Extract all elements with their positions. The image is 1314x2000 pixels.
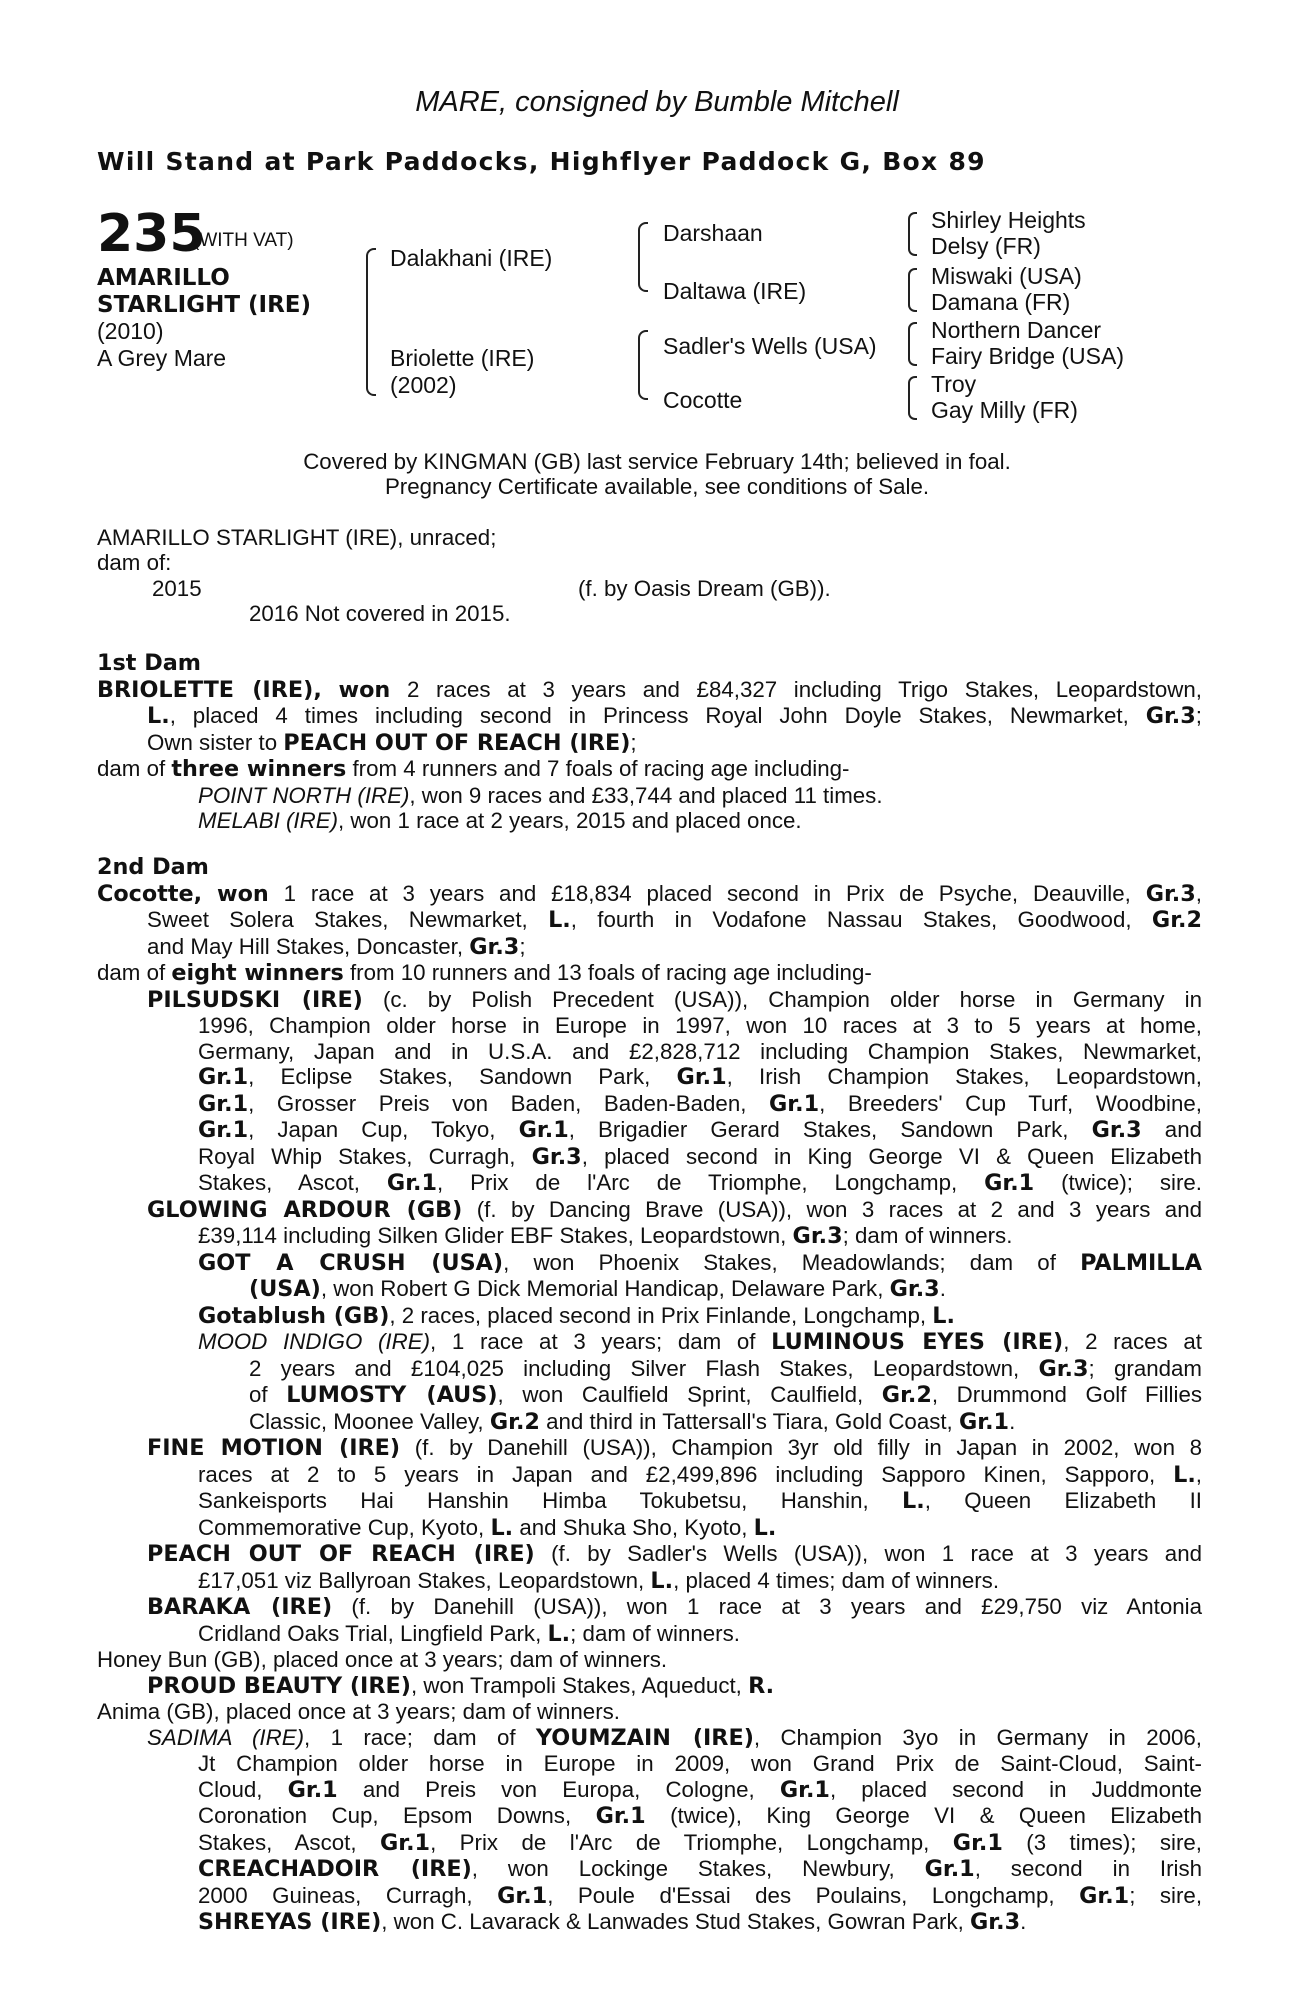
covered-line1: Covered by KINGMAN (GB) last service February 14th; believed in foal. (303, 449, 1011, 474)
pedigree-brace-3c (908, 322, 917, 366)
pilsudski-line6 (97, 1117, 1202, 1144)
text: , 1 race at 3 years; dam of (430, 1329, 772, 1354)
mood-line1 (97, 1329, 1202, 1356)
group-mark: Gr.1 (952, 1829, 1003, 1856)
lot-number: 235 (97, 204, 206, 264)
group-mark: Gr.3 (792, 1223, 843, 1249)
produce-line1: AMARILLO STARLIGHT (IRE), unraced; (97, 525, 497, 550)
sadima-line5 (97, 1830, 1202, 1857)
horse-name: MOOD INDIGO (IRE) (198, 1329, 431, 1354)
text: Own sister to (147, 729, 284, 755)
text: and May Hill Stakes, Doncaster, (147, 933, 470, 959)
text: Germany, Japan and in U.S.A. and £2,828,712 including Champion Stakes, Newmarket, (198, 1038, 1202, 1064)
horse-description: A Grey Mare (97, 345, 227, 371)
text: Stakes, Ascot, (198, 1829, 380, 1855)
text: (3 times); sire, (1002, 1829, 1202, 1855)
text: , second in Irish (974, 1856, 1203, 1881)
ds-dam: Fairy Bridge (USA) (931, 343, 1124, 369)
anima-line (97, 1699, 1202, 1725)
mood-line3 (97, 1382, 1202, 1409)
text: of (249, 1382, 287, 1407)
ds-sire: Northern Dancer (931, 317, 1102, 343)
sadima-line8 (97, 1909, 1202, 1936)
group-mark: Gr.1 (595, 1803, 646, 1829)
produce-year: 2015 (152, 576, 202, 601)
sadima-line2 (97, 1751, 1202, 1777)
pedigree-brace-3b (908, 268, 917, 312)
text: races at 2 to 5 years in Japan and £2,499,896 including Sapporo Kinen, Sapporo, (198, 1461, 1174, 1487)
text: Honey Bun (GB), placed once at 3 years; dam of winners. (97, 1647, 668, 1672)
winners-count: eight winners (171, 960, 344, 986)
sd-line3 (97, 934, 1202, 961)
horse-name: YOUMZAIN (IRE) (535, 1724, 754, 1751)
horse-name: LUMOSTY (AUS) (286, 1382, 498, 1408)
first-dam-produce2 (97, 808, 1202, 834)
second-dam-heading: 2nd Dam (97, 854, 209, 880)
horse-name: PEACH OUT OF REACH (IRE) (147, 1541, 535, 1567)
mood-line2 (97, 1356, 1202, 1383)
glowing-line1 (97, 1197, 1202, 1224)
text: dam of (97, 756, 172, 781)
produce-foal: (f. by Oasis Dream (GB)). (578, 576, 831, 601)
text: (twice), King George VI & Queen Elizabeth (645, 1803, 1202, 1828)
listed-mark: L. (548, 907, 571, 933)
group-mark: Gr.3 (1038, 1355, 1089, 1382)
first-dam-section (97, 651, 1202, 834)
page-title: MARE, consigned by Bumble Mitchell (415, 86, 899, 118)
text: , placed second in Juddmonte (829, 1776, 1202, 1802)
sd-line1 (97, 881, 1202, 908)
horse-name: LUMINOUS EYES (IRE) (771, 1329, 1064, 1355)
pilsudski-line4 (97, 1064, 1202, 1091)
text: , won C. Lavarack & Lanwades Stud Stakes, Gowran Park, (381, 1909, 970, 1934)
sire-sire: Darshaan (663, 220, 763, 246)
sire-dam: Daltawa (IRE) (663, 278, 807, 304)
text: , Brigadier Gerard Stakes, Sandown Park, (568, 1117, 1092, 1142)
group-mark: Gr.1 (676, 1064, 727, 1090)
crush-line1 (97, 1250, 1202, 1277)
text: (f. by Sadler's Wells (USA)), won 1 race at 3 years and (534, 1541, 1202, 1566)
group-mark: Gr.1 (198, 1090, 249, 1117)
group-mark: Gr.3 (1145, 880, 1196, 907)
sadima-line3 (97, 1777, 1202, 1804)
sd-dam: Damana (FR) (931, 289, 1071, 315)
winners-count: three winners (171, 756, 347, 782)
text: , Poule d'Essai des Poulains, Longchamp, (547, 1882, 1080, 1908)
text: , won Lockinge Stakes, Newbury, (471, 1856, 925, 1881)
fine-line2 (97, 1462, 1202, 1489)
text: Coronation Cup, Epsom Downs, (198, 1803, 596, 1828)
text: Anima (GB), placed once at 3 years; dam of winners. (97, 1699, 620, 1724)
won-word: won (216, 880, 269, 907)
dam-dam: Cocotte (663, 387, 743, 413)
text: ; sire, (1129, 1882, 1203, 1908)
pedigree-brace-1 (366, 248, 376, 396)
comma: , (193, 880, 203, 907)
text: 2 races at 3 years and £84,327 including Trigo Stakes, Leopardstown, (390, 676, 1203, 702)
text: , (1195, 880, 1202, 906)
group-mark: Gr.3 (469, 933, 520, 960)
dd-dam: Gay Milly (FR) (931, 397, 1078, 423)
text: ; dam of winners. (842, 1223, 1013, 1248)
group-mark: Gr.1 (984, 1170, 1035, 1196)
text: ; (519, 933, 526, 959)
covered-line2: Pregnancy Certificate available, see conditions of Sale. (384, 474, 930, 499)
horse-name: FINE MOTION (IRE) (147, 1435, 401, 1461)
group-mark: Gr.1 (497, 1882, 548, 1909)
text: (f. by Danehill (USA)), Champion 3yr old filly in Japan in 2002, won 8 (400, 1435, 1202, 1460)
baraka-line2 (97, 1621, 1202, 1648)
sadima-line7 (97, 1883, 1202, 1910)
first-dam-produce1 (97, 783, 1202, 809)
text: from 4 runners and 7 foals of racing age including- (346, 756, 850, 781)
sadima-line1 (97, 1725, 1202, 1752)
vat-label: (WITH VAT) (193, 230, 294, 251)
restricted-mark: R. (748, 1672, 775, 1699)
first-dam-name: BRIOLETTE (IRE) (97, 676, 314, 703)
horse-name-line2: STARLIGHT (IRE) (97, 292, 312, 318)
text: . (939, 1276, 946, 1301)
text: Classic, Moonee Valley, (249, 1408, 490, 1434)
sadima-line4 (97, 1803, 1202, 1830)
horse-name: GOT A CRUSH (USA) (198, 1249, 504, 1276)
horse-name-line1: AMARILLO (97, 265, 230, 291)
text: , Prix de l'Arc de Triomphe, Longchamp, (430, 1829, 953, 1855)
text: Cridland Oaks Trial, Lingfield Park, (198, 1620, 548, 1646)
pedigree-brace-3a (908, 212, 917, 256)
text: . (1009, 1408, 1016, 1434)
text: , won 9 races and £33,744 and placed 11 times. (409, 782, 883, 808)
peach-line2 (97, 1568, 1202, 1595)
text: 1996, Champion older horse in Europe in 1997, won 10 races at 3 to 5 years at home, (198, 1013, 1202, 1038)
listed-mark: L. (147, 703, 170, 729)
text: , won Caulfield Sprint, Caulfield, (497, 1382, 882, 1407)
sd-line4 (97, 960, 1202, 987)
pilsudski-line1 (97, 987, 1202, 1014)
glowing-line2 (97, 1223, 1202, 1250)
listed-mark: L. (490, 1514, 514, 1541)
text: , 2 races, placed second in Prix Finlande, Longchamp, (389, 1302, 933, 1328)
text: dam of (97, 960, 172, 985)
text: ; dam of winners. (570, 1620, 740, 1646)
listed-mark: L. (753, 1514, 777, 1541)
text: , won Trampoli Stakes, Aqueduct, (410, 1672, 749, 1698)
gotablush-line (97, 1303, 1202, 1330)
text: ; grandam (1088, 1355, 1203, 1381)
horse-name: Gotablush (GB) (198, 1302, 390, 1329)
group-mark: Gr.3 (531, 1143, 582, 1170)
text: 2 years and £104,025 including Silver Flash Stakes, Leopardstown, (249, 1355, 1039, 1381)
pedigree-brace-3d (908, 376, 917, 420)
text: and (1141, 1117, 1202, 1142)
crush-line2 (97, 1276, 1202, 1303)
horse-name: PROUD BEAUTY (IRE) (147, 1672, 411, 1699)
text: (twice); sire. (1034, 1170, 1202, 1195)
text: 1 race at 3 years and £18,834 placed second in Prix de Psyche, Deauville, (268, 880, 1146, 906)
group-mark: Gr.3 (1091, 1117, 1142, 1143)
group-mark: Gr.1 (518, 1117, 569, 1143)
sibling-name: PEACH OUT OF REACH (IRE) (283, 729, 631, 756)
sadima-line6 (97, 1856, 1202, 1883)
text: Jt Champion older horse in Europe in 2009, won Grand Prix de Saint-Cloud, Saint- (198, 1751, 1202, 1776)
produce-line2: dam of: (97, 550, 172, 575)
first-dam-line1 (97, 677, 1202, 704)
text: , won Robert G Dick Memorial Handicap, Delaware Park, (320, 1276, 890, 1301)
group-mark: Gr.2 (489, 1408, 540, 1435)
group-mark: Gr.1 (379, 1829, 431, 1856)
text: ; (630, 729, 637, 755)
fine-line4 (97, 1515, 1202, 1542)
second-dam-section (97, 855, 1202, 1936)
text: , Drummond Golf Fillies (931, 1382, 1202, 1407)
horse-name: GLOWING ARDOUR (GB) (147, 1196, 463, 1223)
horse-name: PILSUDSKI (IRE) (147, 986, 363, 1013)
horse-name: BARAKA (IRE) (147, 1594, 333, 1620)
group-mark: Gr.1 (924, 1856, 975, 1882)
ss-sire: Shirley Heights (931, 207, 1086, 233)
peach-line1 (97, 1541, 1202, 1568)
text: , placed 4 times including second in Princess Royal John Doyle Stakes, Newmarket, (169, 703, 1146, 728)
text: , 2 races at (1063, 1329, 1202, 1354)
text: and Preis von Europa, Cologne, (337, 1776, 780, 1802)
first-dam-line3 (97, 730, 1202, 757)
group-mark: Gr.3 (1145, 703, 1196, 729)
pilsudski-line8 (97, 1170, 1202, 1197)
group-mark: Gr.1 (198, 1064, 249, 1090)
text: , placed 4 times; dam of winners. (673, 1567, 1000, 1593)
text: , Breeders' Cup Turf, Woodbine, (819, 1090, 1203, 1116)
text: . (1020, 1909, 1027, 1934)
dam-year: (2002) (390, 372, 457, 398)
horse-name: SADIMA (IRE) (147, 1724, 305, 1750)
horse-name: SHREYAS (IRE) (198, 1909, 382, 1935)
stand-location: Will Stand at Park Paddocks, Highflyer Paddock G, Box 89 (97, 147, 986, 176)
produce-name: POINT NORTH (IRE) (198, 782, 410, 808)
listed-mark: L. (1173, 1461, 1196, 1488)
text: , won Phoenix Stakes, Meadowlands; dam of (503, 1249, 1081, 1275)
text: 2000 Guineas, Curragh, (198, 1882, 498, 1908)
horse-name: (USA) (249, 1276, 321, 1302)
pilsudski-line2 (97, 1013, 1202, 1039)
text: , Champion 3yo in Germany in 2006, (753, 1724, 1202, 1750)
won-word: won (338, 676, 391, 703)
listed-mark: L. (650, 1567, 674, 1594)
text: (c. by Polish Precedent (USA)), Champion older horse in Germany in (362, 986, 1202, 1012)
mood-line4 (97, 1409, 1202, 1436)
text: (f. by Danehill (USA)), won 1 race at 3 years and £29,750 viz Antonia (332, 1594, 1202, 1619)
sd-line2 (97, 907, 1202, 934)
text: Royal Whip Stakes, Curragh, (198, 1143, 532, 1169)
group-mark: Gr.1 (769, 1090, 820, 1117)
text: , won 1 race at 2 years, 2015 and placed once. (338, 808, 802, 833)
text: , fourth in Vodafone Nassau Stakes, Goodwood, (570, 907, 1152, 932)
text: ; (1195, 703, 1202, 728)
first-dam-line2 (97, 703, 1202, 730)
group-mark: Gr.2 (881, 1382, 932, 1408)
group-mark: Gr.3 (969, 1909, 1021, 1935)
group-mark: Gr.1 (198, 1117, 249, 1143)
text: , Irish Champion Stakes, Leopardstown, (726, 1064, 1202, 1089)
group-mark: Gr.2 (1151, 907, 1202, 933)
pilsudski-line3 (97, 1039, 1202, 1065)
pedigree-brace-2a (638, 222, 648, 292)
pilsudski-line7 (97, 1144, 1202, 1171)
text: Sweet Solera Stakes, Newmarket, (147, 907, 549, 932)
text: , 1 race; dam of (304, 1724, 536, 1750)
ss-dam: Delsy (FR) (931, 233, 1041, 259)
text: , placed second in King George VI & Queen Elizabeth (581, 1143, 1202, 1169)
horse-name: PALMILLA (1080, 1249, 1202, 1276)
fine-line1 (97, 1435, 1202, 1462)
listed-mark: L. (932, 1302, 955, 1329)
text: , Queen Elizabeth II (924, 1488, 1202, 1513)
baraka-line1 (97, 1594, 1202, 1621)
proud-line (97, 1673, 1202, 1700)
text: , Japan Cup, Tokyo, (248, 1117, 519, 1142)
produce-line3: 2016 Not covered in 2015. (249, 601, 511, 626)
group-mark: Gr.1 (958, 1408, 1010, 1435)
group-mark: Gr.1 (779, 1776, 830, 1803)
text: , Grosser Preis von Baden, Baden-Baden, (248, 1090, 769, 1116)
group-mark: Gr.1 (386, 1170, 438, 1196)
listed-mark: L. (902, 1488, 925, 1514)
text: £17,051 viz Ballyroan Stakes, Leopardstown, (198, 1567, 651, 1593)
text: and Shuka Sho, Kyoto, (513, 1514, 754, 1540)
listed-mark: L. (547, 1620, 571, 1647)
text: Cloud, (198, 1776, 288, 1802)
text: Stakes, Ascot, (198, 1170, 387, 1195)
text: , Prix de l'Arc de Triomphe, Longchamp, (437, 1170, 985, 1195)
second-dam-name: Cocotte (97, 880, 194, 907)
text: £39,114 including Silken Glider EBF Stakes, Leopardstown, (198, 1223, 793, 1248)
won-word: , (313, 676, 322, 703)
sd-sire: Miswaki (USA) (931, 263, 1082, 289)
group-mark: Gr.1 (1079, 1882, 1130, 1909)
sire: Dalakhani (IRE) (390, 245, 553, 271)
text: Sankeisports Hai Hanshin Himba Tokubetsu, Hanshin, (198, 1488, 903, 1513)
text: Commemorative Cup, Kyoto, (198, 1514, 491, 1540)
pilsudski-line5 (97, 1091, 1202, 1118)
dam: Briolette (IRE) (390, 345, 535, 371)
honey-line (97, 1647, 1202, 1673)
text: from 10 runners and 13 foals of racing age including- (343, 960, 872, 985)
group-mark: Gr.3 (889, 1276, 940, 1302)
fine-line3 (97, 1488, 1202, 1515)
first-dam-heading: 1st Dam (97, 650, 201, 676)
horse-year: (2010) (97, 318, 164, 344)
group-mark: Gr.1 (287, 1776, 338, 1803)
produce-name: MELABI (IRE) (198, 808, 338, 833)
horse-name: CREACHADOIR (IRE) (198, 1856, 472, 1882)
pedigree-brace-2b (638, 330, 648, 400)
dam-sire: Sadler's Wells (USA) (663, 333, 877, 359)
text: (f. by Dancing Brave (USA)), won 3 races at 2 and 3 years and (462, 1196, 1202, 1222)
text: , Eclipse Stakes, Sandown Park, (248, 1064, 677, 1089)
first-dam-line4 (97, 756, 1202, 783)
text: , (1195, 1461, 1202, 1487)
dd-sire: Troy (931, 371, 977, 397)
text: and third in Tattersall's Tiara, Gold Coast, (539, 1408, 959, 1434)
